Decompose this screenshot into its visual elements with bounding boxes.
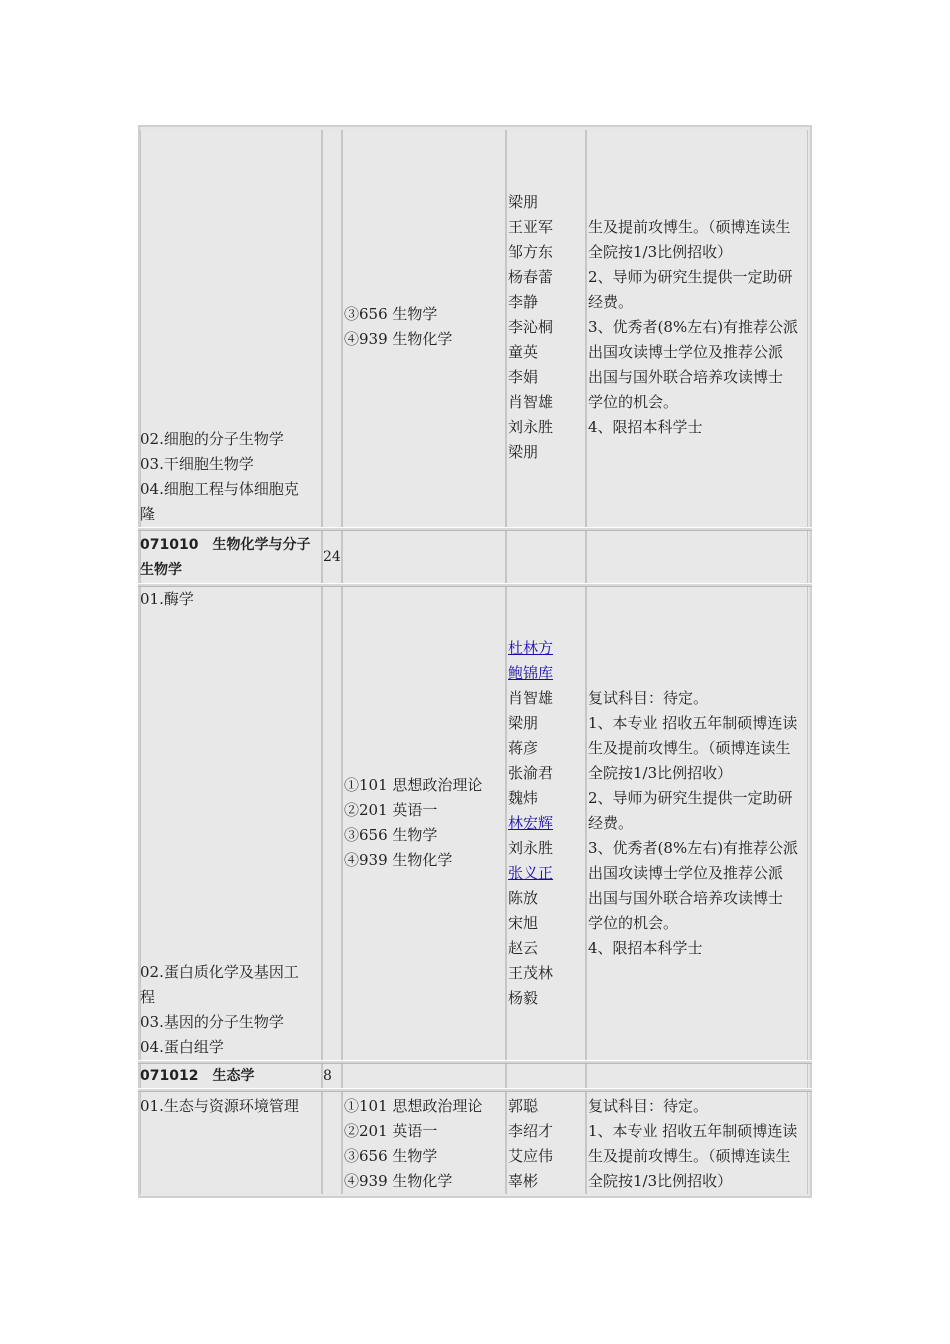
note-line: 经费。	[588, 814, 634, 832]
tutor-name: 梁朋	[508, 443, 539, 461]
tutor-link[interactable]: 林宏辉	[508, 814, 554, 832]
tutor-name: 宋旭	[508, 914, 539, 932]
note-line: 出国攻读博士学位及推荐公派	[588, 864, 784, 882]
tutor-name: 李绍才	[508, 1122, 554, 1140]
direction-item: 04.蛋白组学	[140, 1038, 224, 1056]
direction-item: 程	[140, 988, 156, 1006]
tutor-name: 童英	[508, 343, 539, 361]
note-line: 2、导师为研究生提供一定助研	[588, 268, 793, 286]
exam-item: ①101 思想政治理论	[344, 776, 483, 794]
direction-item: 02.蛋白质化学及基因工	[140, 963, 299, 981]
tutor-name: 赵云	[508, 939, 539, 957]
note-line: 复试科目：待定。	[588, 689, 709, 707]
direction-item: 02.细胞的分子生物学	[140, 430, 284, 448]
major2-code-name: 071012 生态学	[140, 1068, 255, 1084]
section2-notes	[588, 686, 798, 961]
exam-item: ④939 生物化学	[344, 1172, 453, 1190]
note-line: 出国与国外联合培养攻读博士	[588, 368, 784, 386]
tutor-name: 李静	[508, 293, 539, 311]
major1-tutor-cell	[506, 531, 586, 583]
major1-quota: 24	[323, 549, 341, 565]
note-line: 2、导师为研究生提供一定助研	[588, 789, 793, 807]
major2-quota: 8	[323, 1068, 332, 1084]
tutor-name: 肖智雄	[508, 393, 554, 411]
note-line: 学位的机会。	[588, 914, 679, 932]
direction-item: 03.基因的分子生物学	[140, 1013, 284, 1031]
tutor-name: 刘永胜	[508, 839, 554, 857]
tutor-name: 王茂林	[508, 964, 554, 982]
exam-item: ③656 生物学	[344, 826, 438, 844]
note-line: 3、优秀者(8%左右)有推荐公派	[588, 839, 799, 857]
note-line: 4、限招本科学士	[588, 939, 703, 957]
tutor-link[interactable]: 鲍锦库	[508, 664, 554, 682]
exam-item: ①101 思想政治理论	[344, 1097, 483, 1115]
major1-code-name-cont: 生物学	[140, 562, 182, 578]
note-line: 复试科目：待定。	[588, 1097, 709, 1115]
tutor-name: 张渝君	[508, 764, 554, 782]
exam-item: ④939 生物化学	[344, 330, 453, 348]
tutor-row	[508, 861, 553, 886]
major1-title	[140, 533, 310, 583]
section3-exam-list	[344, 1094, 482, 1194]
section1-direction-list	[140, 427, 299, 527]
tutor-name: 梁朋	[508, 714, 539, 732]
section2-direction-first: 01.酶学	[140, 590, 194, 608]
tutor-row	[508, 811, 553, 836]
note-line: 出国攻读博士学位及推荐公派	[588, 343, 784, 361]
direction-item: 隆	[140, 505, 156, 523]
tutor-link[interactable]: 杜林方	[508, 639, 554, 657]
note-line: 生及提前攻博生。（硕博连读生	[588, 218, 791, 236]
tutor-row	[508, 661, 553, 686]
row1-quota-cell	[322, 130, 342, 527]
section2-exam-list	[344, 773, 482, 873]
note-line: 3、优秀者(8%左右)有推荐公派	[588, 318, 799, 336]
direction-item: 04.细胞工程与体细胞克	[140, 480, 299, 498]
section1-exam-list	[344, 302, 452, 352]
section2-direction-list	[140, 960, 299, 1060]
direction-item: 03.干细胞生物学	[140, 455, 254, 473]
note-line: 生及提前攻博生。（硕博连读生	[588, 739, 791, 757]
tutor-name: 杨春蕾	[508, 268, 554, 286]
exam-item: ③656 生物学	[344, 305, 438, 323]
note-line: 出国与国外联合培养攻读博士	[588, 889, 784, 907]
exam-item: ③656 生物学	[344, 1147, 438, 1165]
tutor-name: 李沁桐	[508, 318, 554, 336]
tutor-name: 邹方东	[508, 243, 554, 261]
section3-notes	[588, 1094, 797, 1194]
tutor-name: 刘永胜	[508, 418, 554, 436]
tutor-name: 陈放	[508, 889, 539, 907]
section1-tutor-list	[508, 190, 553, 465]
major2-exam-cell	[342, 1064, 506, 1088]
section3-tutor-list	[508, 1094, 553, 1194]
note-line: 学位的机会。	[588, 393, 679, 411]
major1-exam-cell	[342, 531, 506, 583]
section2-tutor-list	[508, 636, 553, 1011]
exam-item: ②201 英语一	[344, 1122, 438, 1140]
tutor-name: 辜彬	[508, 1172, 539, 1190]
major2-note-cell	[586, 1064, 808, 1088]
tutor-name: 魏炜	[508, 789, 539, 807]
section3-direction: 01.生态与资源环境管理	[140, 1097, 299, 1115]
tutor-name: 蒋彦	[508, 739, 539, 757]
section1-notes	[588, 215, 798, 440]
note-line: 全院按1/3比例招收）	[588, 1172, 733, 1190]
note-line: 4、限招本科学士	[588, 418, 703, 436]
tutor-name: 郭聪	[508, 1097, 539, 1115]
tutor-row	[508, 636, 553, 661]
note-line: 1、本专业 招收五年制硕博连读	[588, 714, 798, 732]
row5-quota-cell	[322, 1092, 342, 1194]
tutor-name: 李娟	[508, 368, 539, 386]
tutor-name: 梁朋	[508, 193, 539, 211]
note-line: 生及提前攻博生。（硕博连读生	[588, 1147, 791, 1165]
exam-item: ②201 英语一	[344, 801, 438, 819]
tutor-name: 艾应伟	[508, 1147, 554, 1165]
exam-item: ④939 生物化学	[344, 851, 453, 869]
row3-quota-cell	[322, 587, 342, 1060]
tutor-name: 王亚军	[508, 218, 554, 236]
major1-code-name: 071010 生物化学与分子	[140, 537, 311, 553]
major1-note-cell	[586, 531, 808, 583]
tutor-link[interactable]: 张义正	[508, 864, 554, 882]
note-line: 全院按1/3比例招收）	[588, 764, 733, 782]
tutor-name: 肖智雄	[508, 689, 554, 707]
note-line: 全院按1/3比例招收）	[588, 243, 733, 261]
tutor-name: 杨毅	[508, 989, 539, 1007]
note-line: 1、本专业 招收五年制硕博连读	[588, 1122, 798, 1140]
major2-tutor-cell	[506, 1064, 586, 1088]
note-line: 经费。	[588, 293, 634, 311]
